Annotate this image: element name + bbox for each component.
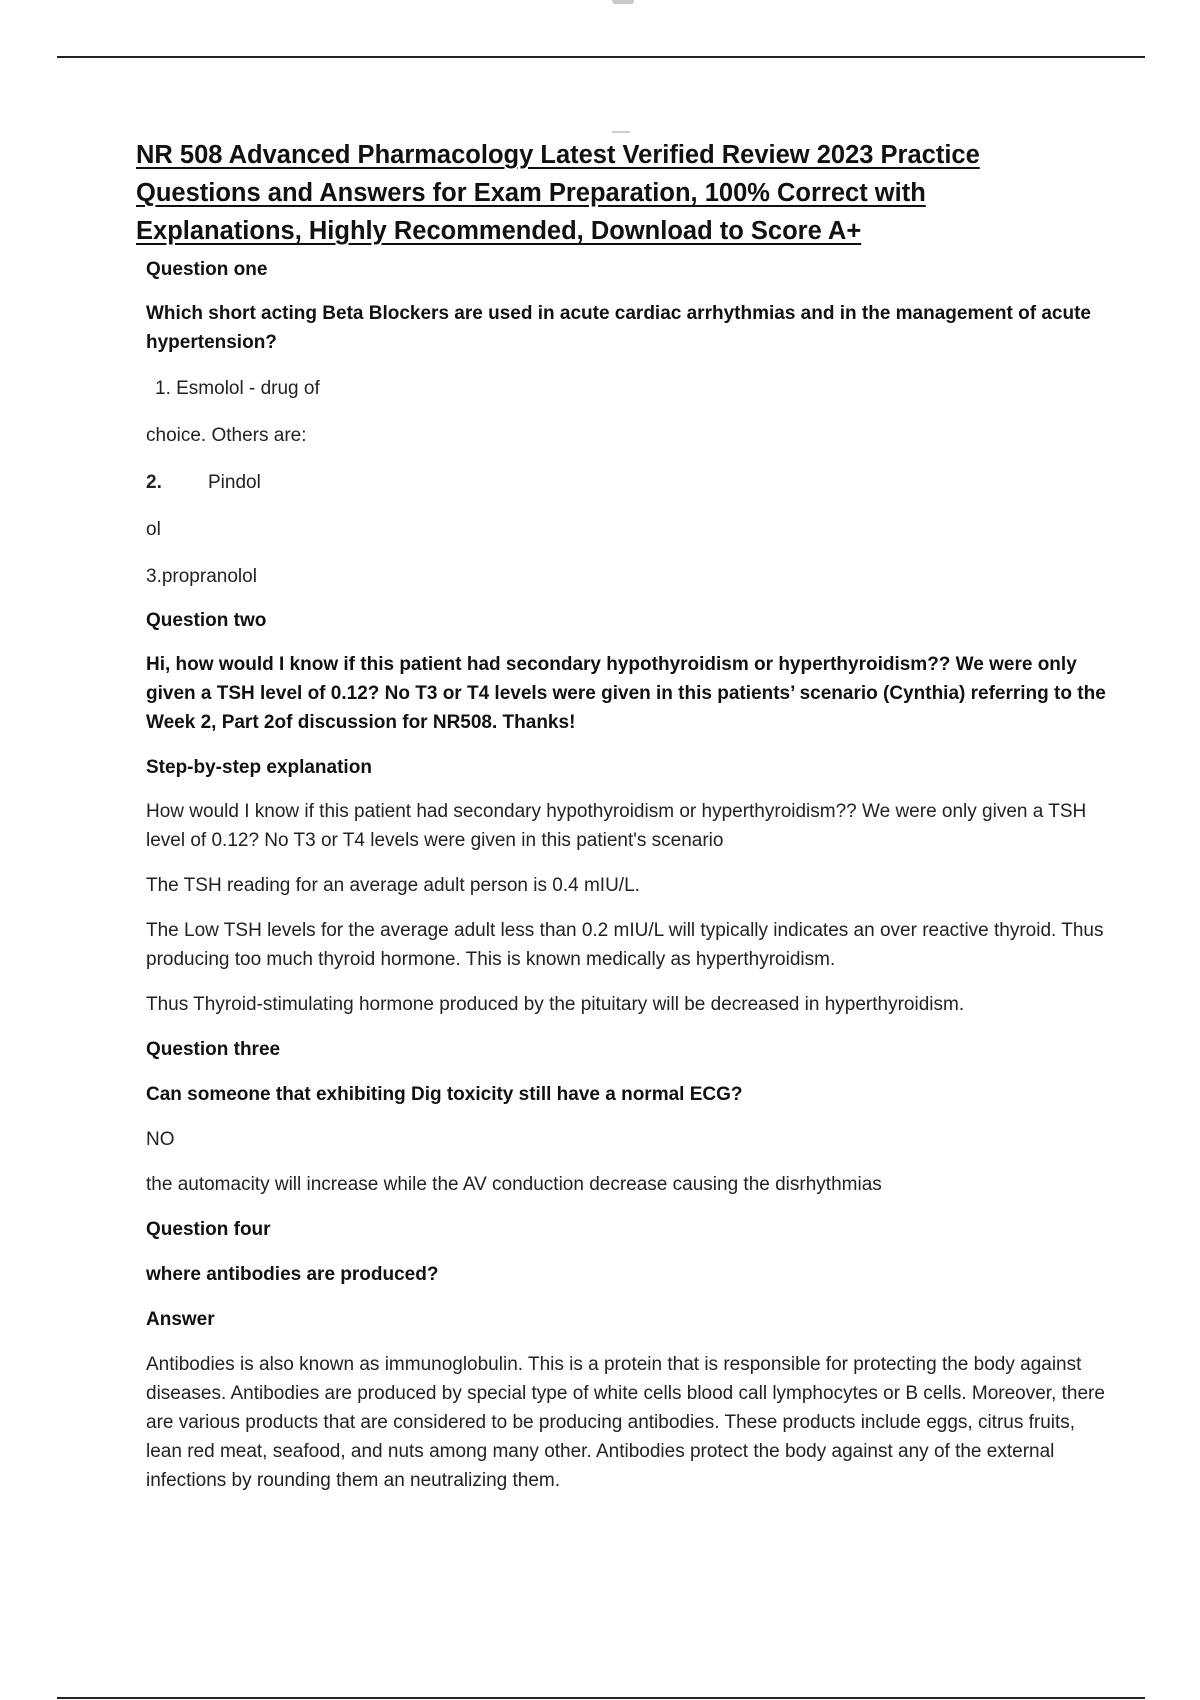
q1-answer-line-2: choice. Others are:: [146, 425, 307, 446]
q2-heading: Question two: [146, 610, 267, 631]
page-top-mark: [612, 0, 634, 4]
q2-subheading: Step-by-step explanation: [146, 757, 372, 778]
document-body: [146, 255, 1106, 1495]
q1-heading: Question one: [146, 259, 268, 280]
q1-item-2-text: Pindol: [208, 472, 261, 493]
q4-heading: Question four: [146, 1219, 271, 1240]
q1-item-2-number: 2.: [146, 472, 162, 493]
q3-heading: Question three: [146, 1039, 281, 1060]
q2-paragraph-1: How would I know if this patient had secondary hypothyroidism or hyperthyroidism?? We were only given a TSH level of 0.12? No T3 or T4 levels were given in this patient's scenario: [146, 801, 1087, 851]
q1-question: Which short acting Beta Blockers are used in acute cardiac arrhythmias and in the management of acute hypertension?: [146, 303, 1091, 353]
q2-paragraph-3: The Low TSH levels for the average adult less than 0.2 mIU/L will typically indicates an over reactive thyroid. Thus producing too much thyroid hormone. This is known medically as hyperthyroidism.: [146, 920, 1104, 970]
q2-paragraph-2: The TSH reading for an average adult person is 0.4 mIU/L.: [146, 875, 640, 896]
title-mark: [612, 131, 630, 133]
q4-answer: Antibodies is also known as immunoglobulin. This is a protein that is responsible for protecting the body against diseases. Antibodies are produced by special type of white cells blood call lymphocytes or B cells. Moreover, there are various products that are considered to be producing antibodies. These products include eggs, citrus fruits, lean red meat, seafood, and nuts among many other. Antibodies protect the body against any of the external infections by rounding them an neutralizing them.: [146, 1354, 1105, 1491]
q2-paragraph-4: Thus Thyroid-stimulating hormone produced by the pituitary will be decreased in hyperthyroidism.: [146, 994, 965, 1015]
q2-question: Hi, how would I know if this patient had secondary hypothyroidism or hyperthyroidism?? We were only given a TSH level of 0.12? No T3 or T4 levels were given in this patients’ scenario (Cynthia) referring to the Week 2, Part 2of discussion for NR508. Thanks!: [146, 654, 1106, 733]
q3-question: Can someone that exhibiting Dig toxicity still have a normal ECG?: [146, 1084, 743, 1105]
document-title: NR 508 Advanced Pharmacology Latest Verified Review 2023 Practice Questions and Answers for Exam Preparation, 100% Correct with Explanations, Highly Recommended, Download to Score A+: [136, 141, 980, 245]
q3-explanation: the automacity will increase while the AV conduction decrease causing the disrhythmias: [146, 1174, 882, 1195]
q1-item-2: [146, 468, 1106, 497]
header-rule: [57, 56, 1145, 58]
q4-question: where antibodies are produced?: [146, 1264, 439, 1285]
q3-answer: NO: [146, 1129, 175, 1150]
q1-answer-line-1: 1. Esmolol - drug of: [155, 378, 320, 399]
q1-item-2-continued: ol: [146, 519, 161, 540]
q1-item-3: 3.propranolol: [146, 566, 257, 587]
footer-rule: [57, 1697, 1145, 1699]
q4-answer-label: Answer: [146, 1309, 215, 1330]
